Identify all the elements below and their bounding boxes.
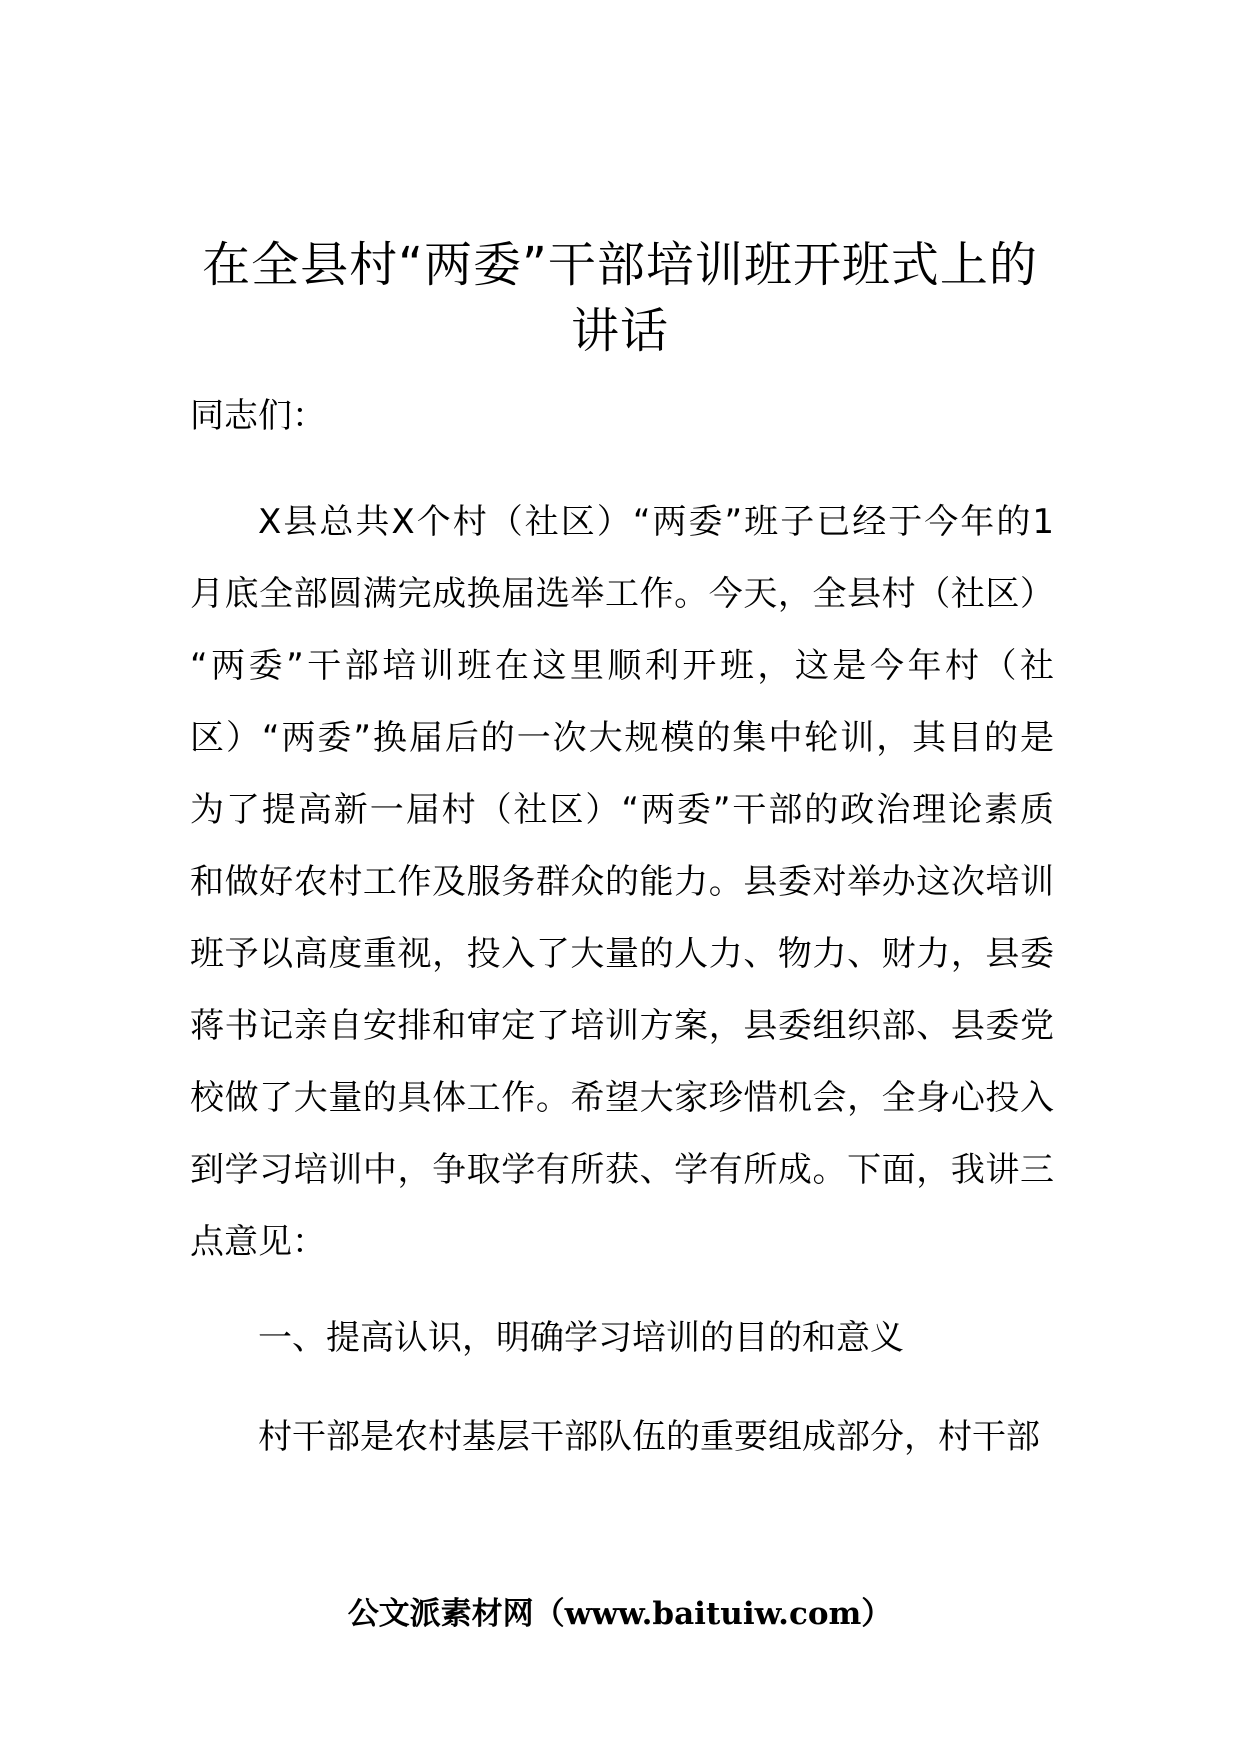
salutation: 同志们： <box>190 396 326 436</box>
section-heading-1: 一、提高认识，明确学习培训的目的和意义 <box>258 1318 904 1358</box>
title-line-1: 在全县村“两委”干部培训班开班式上的 <box>202 237 1038 293</box>
paragraph-1-line: 到学习培训中，争取学有所获、学有所成。下面，我讲三 <box>190 1150 1054 1190</box>
footer-watermark: 公文派素材网（www.baituiw.com） <box>347 1596 893 1632</box>
paragraph-1-line: 区）“两委”换届后的一次大规模的集中轮训，其目的是 <box>190 718 1054 758</box>
paragraph-1-line: 班予以高度重视，投入了大量的人力、物力、财力，县委 <box>190 934 1054 974</box>
title-line-2: 讲话 <box>570 303 669 359</box>
paragraph-1 <box>190 486 1054 1278</box>
paragraph-1-line: “两委”干部培训班在这里顺利开班，这是今年村（社 <box>190 646 1054 686</box>
paragraph-1-line: 和做好农村工作及服务群众的能力。县委对举办这次培训 <box>190 862 1054 902</box>
paragraph-2: 村干部是农村基层干部队伍的重要组成部分，村干部 <box>258 1417 1040 1457</box>
paragraph-1-line: 蒋书记亲自安排和审定了培训方案，县委组织部、县委党 <box>190 1006 1054 1046</box>
paragraph-1-line: 点意见： <box>190 1222 326 1262</box>
document-title <box>190 232 1050 364</box>
paragraph-1-line: 月底全部圆满完成换届选举工作。今天，全县村（社区） <box>190 574 1054 614</box>
paragraph-1-line: 校做了大量的具体工作。希望大家珍惜机会，全身心投入 <box>190 1078 1054 1118</box>
paragraph-1-line: 为了提高新一届村（社区）“两委”干部的政治理论素质 <box>190 790 1054 830</box>
paragraph-1-line: X县总共X个村（社区）“两委”班子已经于今年的1 <box>258 502 1054 542</box>
